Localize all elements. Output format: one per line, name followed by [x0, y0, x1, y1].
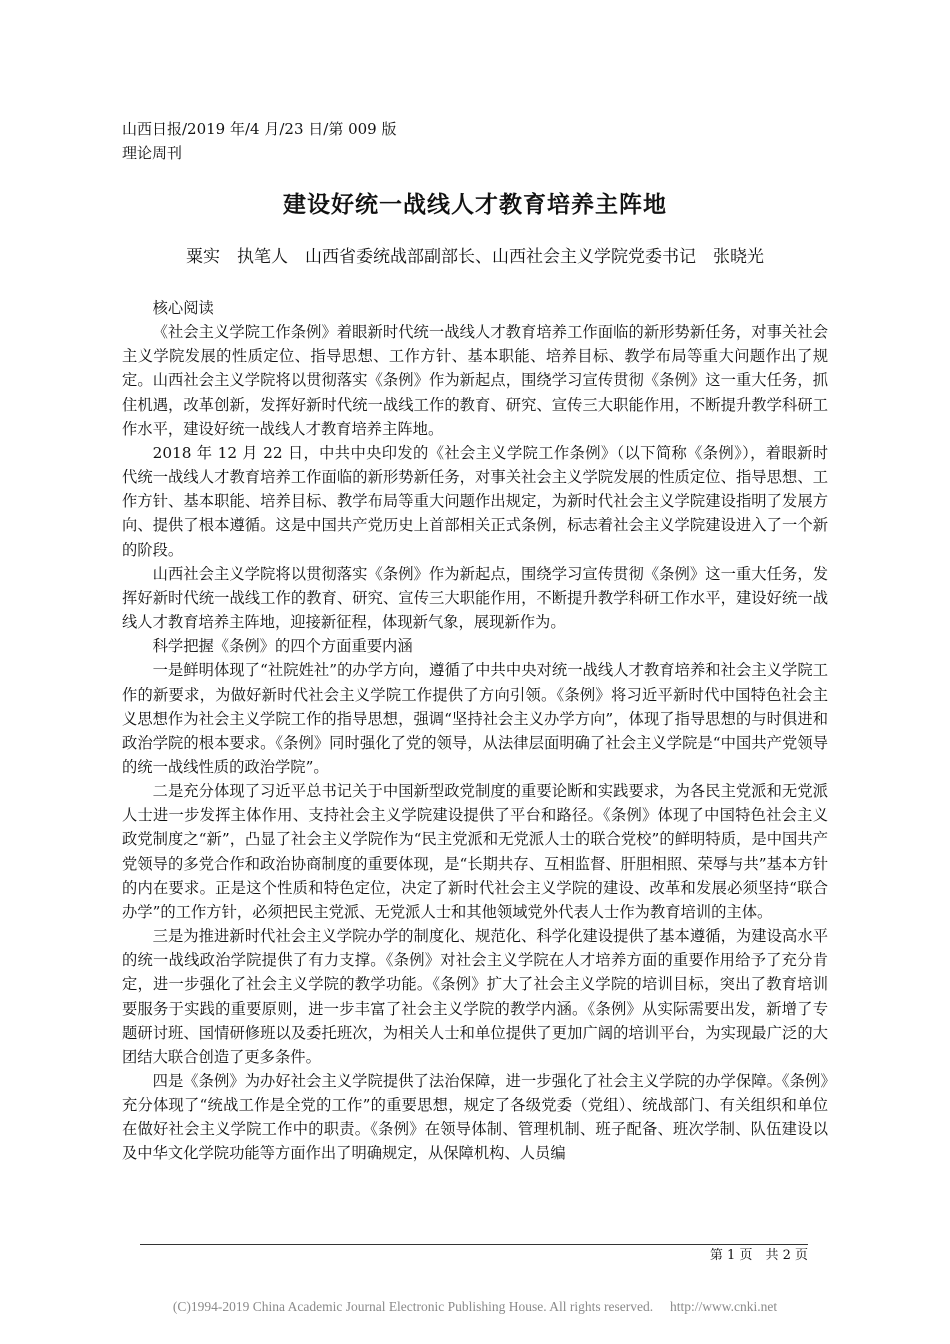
- body-paragraph: 山西社会主义学院将以贯彻落实《条例》作为新起点，围绕学习宣传贯彻《条例》这一重大任务，发挥好新时代统一战线工作的教育、研究、宣传三大职能作用，不断提升教学科研工作水平，建设好统一战线人才教育培养主阵地，迎接新征程，体现新气象，展现新作为。: [122, 564, 828, 632]
- footer-divider: [140, 1244, 808, 1245]
- body-paragraph: 二是充分体现了习近平总书记关于中国新型政党制度的重要论断和实践要求，为各民主党派和无党派人士进一步发挥主体作用、支持社会主义学院建设提供了平台和路径。《条例》体现了中国特色社会主义政党制度之“新”，凸显了社会主义学院作为“民主党派和无党派人士的联合党校”的鲜明特质，是中国共产党领导的多党合作和政治协商制度的重要体现，是“长期共存、互相监督、肝胆相照、荣辱与共”基本方针的内在要求。正是这个性质和特色定位，决定了新时代社会主义学院的建设、改革和发展必须坚持“联合办学”的工作方针，必须把民主党派、无党派人士和其他领域党外代表人士作为教育培训的主体。: [122, 782, 828, 921]
- section-name: 理论周刊: [122, 144, 183, 162]
- body-paragraph: 2018 年 12 月 22 日，中共中央印发的《社会主义学院工作条例》（以下简称《条例》），着眼新时代统一战线人才教育培养工作面临的新形势新任务，对事关社会主义学院发展的性质定位、指导思想、工作方针、基本职能、培养目标、教学布局等重大问题作出规定，为新时代社会主义学院建设指明了发展方向、提供了根本遵循。这是中国共产党历史上首部相关正式条例，标志着社会主义学院建设进入了一个新的阶段。: [122, 443, 828, 559]
- core-reading-heading: 核心阅读: [152, 299, 214, 317]
- body-paragraph: 一是鲜明体现了“社院姓社”的办学方向，遵循了中共中央对统一战线人才教育培养和社会主义学院工作的新要求，为做好新时代社会主义学院工作提供了方向引领。《条例》将习近平新时代中国特色社会主义思想作为社会主义学院工作的指导思想，强调“坚持社会主义办学方向”，体现了指导思想的与时俱进和政治学院的根本要求。《条例》同时强化了党的领导，从法律层面明确了社会主义学院是“中国共产党领导的统一战线性质的政治学院”。: [122, 661, 828, 776]
- body-paragraph: 《社会主义学院工作条例》着眼新时代统一战线人才教育培养工作面临的新形势新任务，对事关社会主义学院发展的性质定位、指导思想、工作方针、基本职能、培养目标、教学布局等重大问题作出了规定。山西社会主义学院将以贯彻落实《条例》作为新起点，围绕学习宣传贯彻《条例》这一重大任务，抓住机遇，改革创新，发挥好新时代统一战线工作的教育、研究、宣传三大职能作用，不断提升教学科研工作水平，建设好统一战线人才教育培养主阵地。: [122, 323, 828, 438]
- copyright-notice: (C)1994-2019 China Academic Journal Electronic Publishing House. All rights reserved. http://www.cnki.net: [172, 1299, 778, 1314]
- body-paragraph: 四是《条例》为办好社会主义学院提供了法治保障，进一步强化了社会主义学院的办学保障。《条例》充分体现了“统战工作是全党的工作”的重要思想，规定了各级党委（党组）、统战部门、有关组织和单位在做好社会主义学院工作中的职责。《条例》在领导体制、管理机制、班子配备、班次学制、队伍建设以及中华文化学院功能等方面作出了明确规定，从保障机构、人员编: [122, 1072, 828, 1163]
- article-title: 建设好统一战线人才教育培养主阵地: [283, 191, 667, 218]
- article-byline: 粟实 执笔人 山西省委统战部副部长、山西社会主义学院党委书记 张晓光: [186, 247, 764, 267]
- publication-source: 山西日报/2019 年/4 月/23 日/第 009 版: [122, 120, 397, 138]
- section-heading: 科学把握《条例》的四个方面重要内涵: [152, 637, 413, 656]
- body-paragraph: 三是为推进新时代社会主义学院办学的制度化、规范化、科学化建设提供了基本遵循，为建设高水平的统一战线政治学院提供了有力支撑。《条例》对社会主义学院在人才培养方面的重要作用给予了充分肯定，进一步强化了社会主义学院的教学功能。《条例》扩大了社会主义学院的培训目标，突出了教育培训要服务于实践的重要原则，进一步丰富了社会主义学院的教学内涵。《条例》从实际需要出发，新增了专题研讨班、国情研修班以及委托班次，为相关人士和单位提供了更加广阔的培训平台，为实现最广泛的大团结大联合创造了更多条件。: [122, 927, 828, 1066]
- page-number: 第 1 页 共 2 页: [709, 1248, 808, 1263]
- article-body: [122, 296, 828, 1166]
